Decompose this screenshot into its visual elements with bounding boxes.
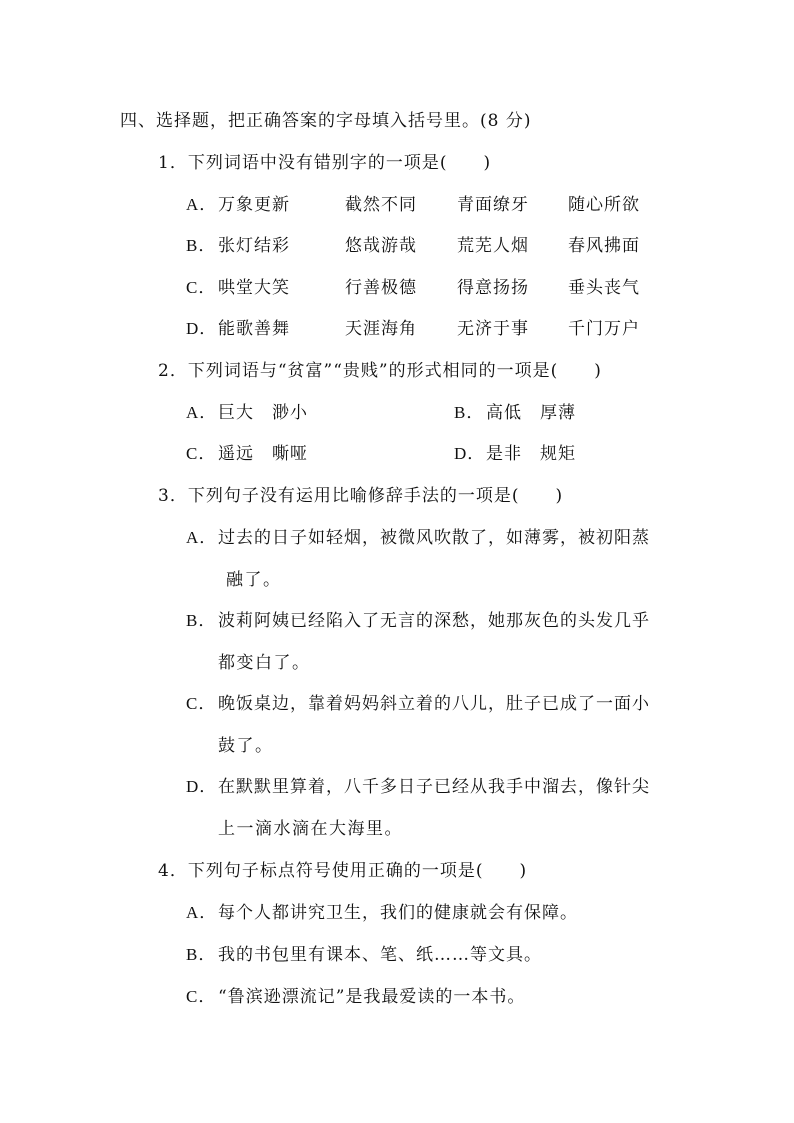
q1-b-word-2: 悠哉游哉: [345, 236, 417, 256]
q1-d-word-3: 无济于事: [457, 319, 529, 339]
option-text: 是非 规矩: [486, 444, 576, 464]
q1-b-word-1: 张灯结彩: [218, 236, 290, 256]
option-letter: B．: [454, 403, 485, 422]
option-letter: B．: [186, 236, 217, 255]
option-letter: A．: [186, 195, 218, 214]
q4-option-a[interactable]: [186, 898, 578, 923]
q2-option-c[interactable]: [186, 439, 308, 464]
q1-option-d[interactable]: [186, 314, 218, 339]
option-text: 巨大 渺小: [218, 403, 308, 423]
q1-c-word-1: 哄堂大笑: [218, 278, 290, 298]
option-letter: A．: [186, 528, 218, 547]
q1-a-word-4: 随心所欲: [568, 195, 640, 215]
option-letter: C．: [186, 987, 217, 1006]
option-text-line-1: 过去的日子如轻烟，被微风吹散了，如薄雾，被初阳蒸: [218, 528, 650, 548]
q1-option-c[interactable]: [186, 273, 218, 298]
q3-c-line-2: 鼓了。: [218, 736, 274, 756]
q3-b-line-2: 都变白了。: [218, 653, 311, 673]
q1-a-word-2: 截然不同: [345, 195, 417, 215]
q3-option-a[interactable]: [186, 523, 650, 548]
option-letter: C．: [186, 694, 217, 713]
q4-option-c[interactable]: [186, 982, 525, 1007]
section-title: 四、选择题，把正确答案的字母填入括号里。(8 分): [120, 111, 532, 131]
option-letter: D．: [454, 444, 486, 463]
option-text: 我的书包里有课本、笔、纸……等文具。: [218, 945, 542, 965]
option-letter: B．: [186, 611, 217, 630]
q2-option-b[interactable]: [454, 398, 576, 423]
q1-option-b[interactable]: [186, 231, 218, 256]
q3-option-c[interactable]: [186, 689, 650, 714]
q1-b-word-4: 春风拂面: [568, 236, 640, 256]
q3-option-d[interactable]: [186, 772, 650, 797]
q1-d-word-4: 千门万户: [568, 319, 640, 339]
option-letter: B．: [186, 945, 217, 964]
option-letter: C．: [186, 278, 217, 297]
q1-b-word-3: 荒芜人烟: [457, 236, 529, 256]
q3-option-b[interactable]: [186, 606, 650, 631]
option-letter: D．: [186, 319, 218, 338]
q2-option-d[interactable]: [454, 439, 576, 464]
q1-c-word-2: 行善极德: [345, 278, 417, 298]
q3-d-line-2: 上一滴水滴在大海里。: [218, 819, 403, 839]
option-text-line-1: 在默默里算着，八千多日子已经从我手中溜去，像针尖: [218, 777, 650, 797]
q1-d-word-2: 天涯海角: [345, 319, 417, 339]
option-text-line-1: 波莉阿姨已经陷入了无言的深愁，她那灰色的头发几乎: [218, 611, 650, 631]
option-text: 高低 厚薄: [486, 403, 576, 423]
option-letter: A．: [186, 403, 218, 422]
option-letter: C．: [186, 444, 217, 463]
option-letter: D．: [186, 777, 218, 796]
option-text: “鲁滨逊漂流记”是我最爱读的一本书。: [218, 987, 526, 1007]
option-text-line-1: 晚饭桌边，靠着妈妈斜立着的八儿，肚子已成了一面小: [218, 694, 650, 714]
question-3-stem: 3．下列句子没有运用比喻修辞手法的一项是( ): [158, 486, 564, 506]
q1-c-word-4: 垂头丧气: [568, 278, 640, 298]
question-2-stem: 2．下列词语与“贫富”“贵贱”的形式相同的一项是( ): [158, 361, 602, 381]
option-text: 遥远 嘶哑: [218, 444, 308, 464]
q1-a-word-1: 万象更新: [218, 195, 290, 215]
question-1-stem: 1．下列词语中没有错别字的一项是( ): [158, 153, 492, 173]
q3-a-line-2: 融了。: [226, 570, 282, 590]
q1-option-a[interactable]: [186, 190, 218, 215]
option-letter: A．: [186, 903, 218, 922]
q2-option-a[interactable]: [186, 398, 308, 423]
q4-option-b[interactable]: [186, 940, 542, 965]
question-4-stem: 4．下列句子标点符号使用正确的一项是( ): [158, 861, 528, 881]
q1-a-word-3: 青面缭牙: [457, 195, 529, 215]
q1-c-word-3: 得意扬扬: [457, 278, 529, 298]
option-text: 每个人都讲究卫生，我们的健康就会有保障。: [218, 903, 578, 923]
q1-d-word-1: 能歌善舞: [218, 319, 290, 339]
